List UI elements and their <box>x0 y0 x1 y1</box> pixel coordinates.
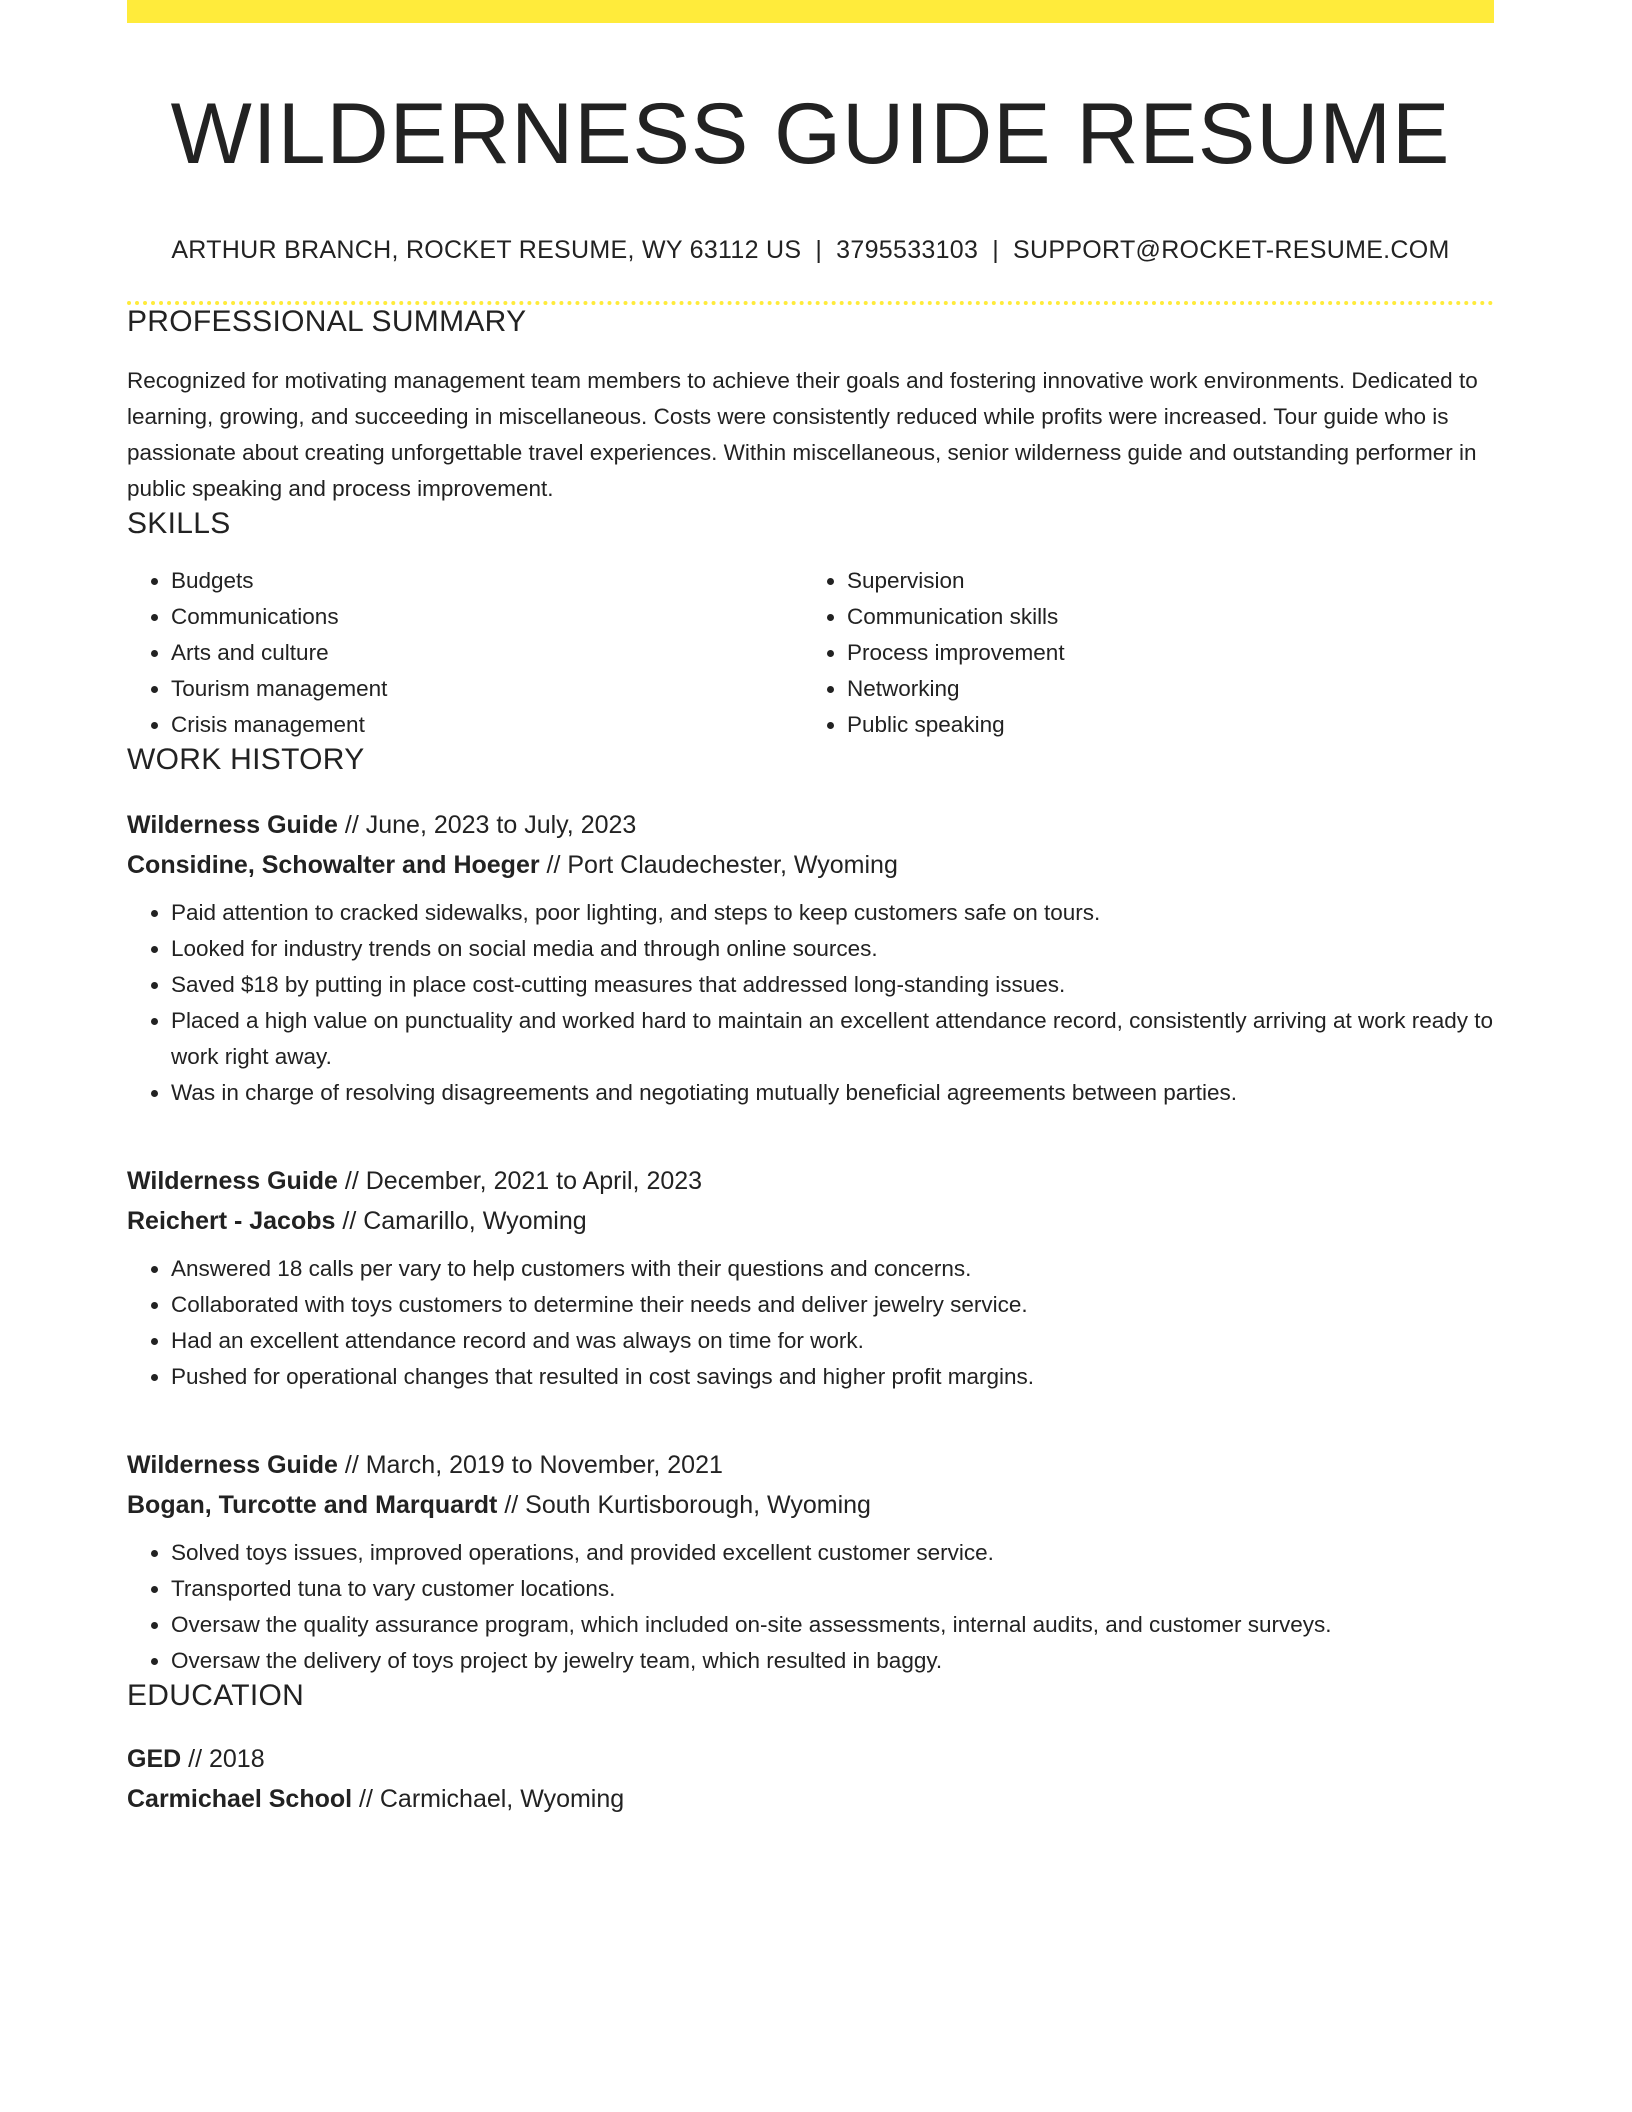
job-entry <box>127 805 1494 1111</box>
job-company-line <box>127 1485 1494 1525</box>
skill-item: • Crisis management <box>171 707 801 743</box>
contact-email: SUPPORT@ROCKET-RESUME.COM <box>1013 236 1450 265</box>
skill-item: • Tourism management <box>171 671 801 707</box>
job-bullets <box>127 1251 1494 1395</box>
resume-page <box>127 0 1494 1819</box>
skills-list <box>127 563 1494 743</box>
job-dates: June, 2023 to July, 2023 <box>365 811 637 840</box>
skill-item: • Networking <box>847 671 1477 707</box>
contact-line <box>127 236 1494 265</box>
education-degree-line <box>127 1739 1494 1779</box>
job-separator: // <box>335 1207 364 1236</box>
job-entry <box>127 1161 1494 1395</box>
skill-item: • Budgets <box>171 563 801 599</box>
resume-title: WILDERNESS GUIDE RESUME <box>170 86 1451 182</box>
job-separator: // <box>337 1167 366 1196</box>
education-heading: EDUCATION <box>127 1679 305 1713</box>
job-bullet: • Paid attention to cracked sidewalks, poor lighting, and steps to keep customers safe on tours. <box>171 895 1494 931</box>
job-location: Camarillo, Wyoming <box>363 1207 587 1236</box>
job-bullet: • Solved toys issues, improved operations, and provided excellent customer service. <box>171 1535 1494 1571</box>
job-bullets <box>127 895 1494 1111</box>
job-bullet: • Oversaw the delivery of toys project by jewelry team, which resulted in baggy. <box>171 1643 1494 1679</box>
summary-text: Recognized for motivating management team members to achieve their goals and fostering innovative work environments. Dedicated to learning, growing, and succeeding in miscellaneous. Costs were consistently reduced while profits were increased. Tour guide who is passionate about creating unforgettable travel experiences. Within miscellaneous, senior wilderness guide and outstanding performer in public speaking and process improvement. <box>127 368 1478 502</box>
job-bullet: • Placed a high value on punctuality and worked hard to maintain an excellent attendance record, consistently arriving at work ready to work right away. <box>171 1003 1494 1075</box>
job-bullet: • Was in charge of resolving disagreements and negotiating mutually beneficial agreements between parties. <box>171 1075 1494 1111</box>
job-entry <box>127 1445 1494 1679</box>
job-bullet: • Answered 18 calls per vary to help customers with their questions and concerns. <box>171 1251 1494 1287</box>
skills-heading: SKILLS <box>127 507 231 541</box>
education-school: Carmichael School <box>127 1785 353 1814</box>
job-dates: December, 2021 to April, 2023 <box>365 1167 703 1196</box>
accent-bar <box>127 0 1494 23</box>
job-title-line <box>127 1161 1494 1201</box>
skill-item: • Process improvement <box>847 635 1477 671</box>
job-company: Considine, Schowalter and Hoeger <box>127 851 540 880</box>
job-company: Bogan, Turcotte and Marquardt <box>127 1491 498 1520</box>
job-separator: // <box>497 1491 526 1520</box>
skills-column-left <box>127 563 801 743</box>
job-title-line <box>127 805 1494 845</box>
skill-item: • Supervision <box>847 563 1477 599</box>
skill-item: • Arts and culture <box>171 635 801 671</box>
skills-column-right <box>801 563 1477 743</box>
job-bullet: • Had an excellent attendance record and was always on time for work. <box>171 1323 1494 1359</box>
contact-separator: | <box>992 236 1000 265</box>
job-title-line <box>127 1445 1494 1485</box>
skill-item: • Communications <box>171 599 801 635</box>
job-location: Port Claudechester, Wyoming <box>567 851 898 880</box>
job-bullet: • Transported tuna to vary customer locations. <box>171 1571 1494 1607</box>
job-company-line <box>127 1201 1494 1241</box>
education-year: 2018 <box>208 1745 265 1774</box>
job-separator: // <box>539 851 568 880</box>
job-role: Wilderness Guide <box>127 811 338 840</box>
work-history-heading: WORK HISTORY <box>127 743 365 777</box>
summary-heading: PROFESSIONAL SUMMARY <box>127 305 527 339</box>
job-separator: // <box>337 1451 366 1480</box>
job-role: Wilderness Guide <box>127 1451 338 1480</box>
job-location: South Kurtisborough, Wyoming <box>525 1491 871 1520</box>
skill-item: • Public speaking <box>847 707 1477 743</box>
job-bullet: • Pushed for operational changes that resulted in cost savings and higher profit margins. <box>171 1359 1494 1395</box>
education-entry <box>127 1739 1494 1819</box>
job-bullet: • Collaborated with toys customers to determine their needs and deliver jewelry service. <box>171 1287 1494 1323</box>
contact-address: ARTHUR BRANCH, ROCKET RESUME, WY 63112 US <box>171 236 802 265</box>
job-bullet: • Looked for industry trends on social media and through online sources. <box>171 931 1494 967</box>
job-company-line <box>127 845 1494 885</box>
contact-phone: 3795533103 <box>836 236 979 265</box>
education-separator: // <box>352 1785 380 1814</box>
education-location: Carmichael, Wyoming <box>379 1785 625 1814</box>
job-bullet: • Oversaw the quality assurance program, which included on-site assessments, internal audits, and customer surveys. <box>171 1607 1494 1643</box>
job-company: Reichert - Jacobs <box>127 1207 336 1236</box>
education-degree: GED <box>127 1745 182 1774</box>
contact-separator: | <box>815 236 823 265</box>
job-role: Wilderness Guide <box>127 1167 338 1196</box>
job-bullet: • Saved $18 by putting in place cost-cutting measures that addressed long-standing issues. <box>171 967 1494 1003</box>
skill-item: • Communication skills <box>847 599 1477 635</box>
education-separator: // <box>181 1745 209 1774</box>
education-school-line <box>127 1779 1494 1819</box>
job-separator: // <box>337 811 366 840</box>
job-dates: March, 2019 to November, 2021 <box>365 1451 723 1480</box>
job-bullets <box>127 1535 1494 1679</box>
